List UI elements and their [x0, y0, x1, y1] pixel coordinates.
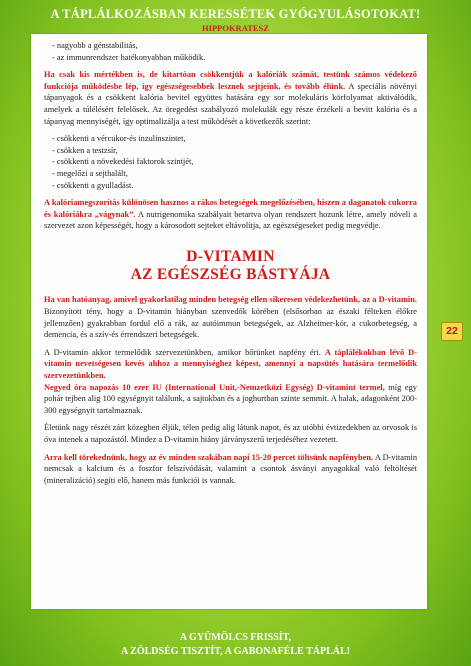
- footer-line2: A ZÖLDSÉG TISZTÍT, A GABONAFÉLE TÁPLÁL!: [121, 645, 350, 657]
- list-item: - csökken a testzsír,: [52, 145, 118, 155]
- paragraph-calorie-restriction: [44, 69, 417, 127]
- paragraph-indoor-life: [44, 422, 417, 445]
- section-heading: [44, 248, 417, 285]
- list-item: - megelőzi a sejthalált,: [52, 168, 128, 178]
- footer-line1: A GYÜMÖLCS FRISSÍT,: [179, 632, 292, 643]
- effects-list: [44, 133, 417, 191]
- page-header-title: A TÁPLÁLKOZÁSBAN KERESSÉTEK GYÓGYULÁSOTOKAT!: [50, 7, 421, 21]
- highlight-text: A táplálékokban lévő D-vitamin nevetségesen kevés ahhoz a mennyiséghez képest, amennyi a napsütés hatására termelődik szervezetünkben.: [44, 347, 417, 381]
- body-text: A speciális növényi tápanyagok és a csökkent kalória bevitel együttes hatására egy sor molekuláris körfolyamat aktiválódik, amelyek a túlélésért felelősek. Az öregedést szabályozó molekulák egy része érzékeli a bevitt kalória és a tápanyag mennyiségét, így optimalizálja a test működését a következők szerint:: [44, 81, 417, 126]
- paragraph-daily-sun: [44, 452, 417, 487]
- highlight-text: Ha van hatóanyag, amivel gyakorlatilag minden betegség ellen sikeresen védekezhetünk, az a D-vitamin.: [44, 295, 417, 305]
- highlight-text: Ha csak kis mértékben is, de kitartóan csökkentjük a kalóriák számát, testünk számos védekező funkciója működésbe lép, így egészségesebbek lesznek sejtjeink, és tovább élünk.: [44, 70, 417, 91]
- paragraph-vitamin-d-intro: [44, 294, 417, 340]
- body-text: Életünk nagy részét zárt közegben éljük, télen pedig alig látunk napot, és az utóbbi évtizedekben az orvosok is óva intenek a napozástól. Mindez a D-vitamin hiány járványszerű terjedéséhez vezetett.: [44, 423, 417, 444]
- section-title-line1: D-VITAMIN: [186, 247, 275, 265]
- list-item: - csökkenti a gyulladást.: [52, 180, 134, 190]
- paragraph-cancer-prevention: [44, 197, 417, 232]
- paragraph-sunlight: [44, 347, 417, 417]
- page-header-subtitle: HIPPOKRATESZ: [202, 23, 269, 33]
- highlight-text: Negyed óra napozás 10 ezer IU (International Unit,-Nemzetközi Egység) D-vitamint termel,: [44, 382, 385, 392]
- list-item: - nagyobb a génstabilitás,: [52, 41, 138, 50]
- page-number-badge: 22: [441, 322, 463, 341]
- section-title-line2: AZ EGÉSZSÉG BÁSTYÁJA: [130, 266, 331, 284]
- body-text: míg egy pohár tejben alig 100 egységnyit találunk, a sajtokban és a joghurtban szinte semmit. A halak, adagonként 200-300 egységnyit tartalmaznak.: [44, 382, 417, 415]
- list-item: - csökkenti a vércukor-és inzulinszintet,: [52, 134, 186, 144]
- page-footer: [0, 631, 471, 658]
- body-text: Bizonyított tény, hogy a D-vitamin hiányban szenvedők körében (elsősorban az északi félteken élőkre jellemzően) gyakrabban fordul elő a rák, az autóimmun betegségek, az Alzheimer-kór, a cukorbetegség, a demencia, és a szív-és érrendszeri betegségek.: [44, 307, 417, 340]
- intro-list: [44, 40, 417, 63]
- list-item: - az immunrendszer hatékonyabban működik.: [52, 52, 206, 62]
- list-item: - csökkenti a növekedési faktorok szintjét,: [52, 157, 194, 167]
- body-text: A D-vitamin akkor termelődik szervezetünkben, amikor bőrünket napfény éri.: [44, 347, 325, 357]
- highlight-text: Arra kell törekednünk, hogy az év minden szakában napi 15-20 percet töltsünk napfényben.: [44, 452, 374, 462]
- article-body: [31, 34, 427, 609]
- body-text: A D-vitamin nemcsak a kalcium és a foszfor felszívódását, valamint a csontok ásványi anyagokkal való feltöltését (mineralizáció) segíti elő, hanem más funkciói is vannak.: [44, 452, 418, 485]
- highlight-text: A kalóriamegszorítás különösen hasznos a rákos betegségek megelőzésében, hiszen a daganatok cukorra és kalóriákra „vágynak”.: [44, 198, 417, 219]
- body-text: A nutrigenomika szabályait betartva olyan rendszert hozunk létre, amely növeli a szervezet azon képességét, hogy a károsodott sejteket eltávolítja, az egészségeseket pedig megvédje.: [44, 209, 417, 231]
